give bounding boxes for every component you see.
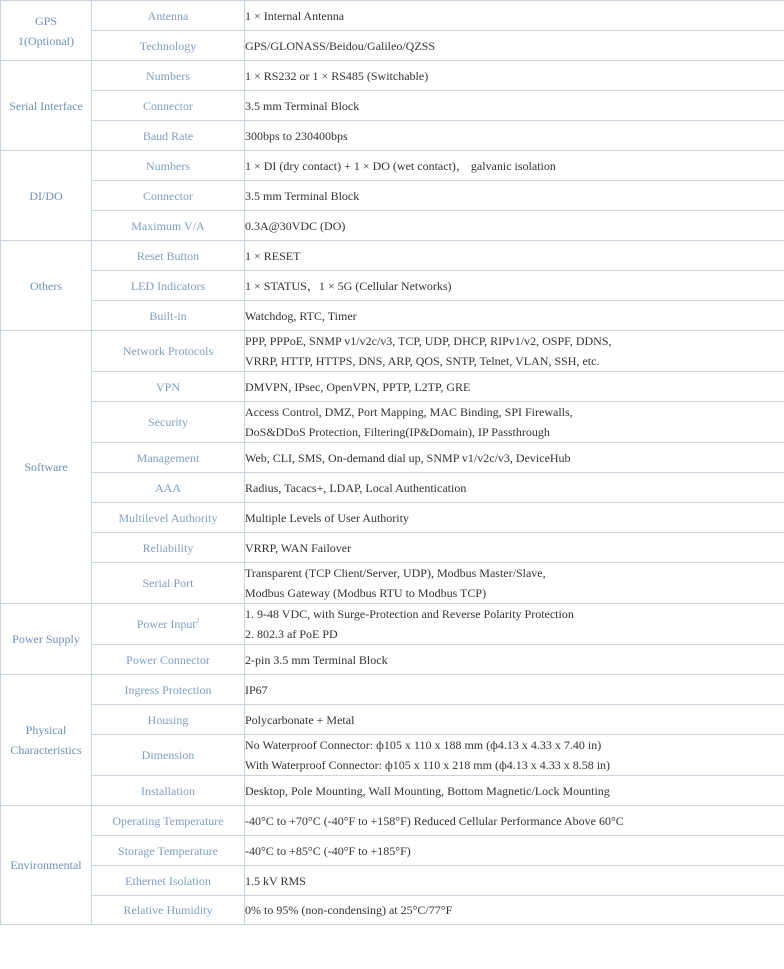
feature-label: Multilevel Authority (118, 510, 218, 525)
spec-row (1, 443, 784, 473)
value-cell (245, 151, 784, 181)
value-line: PPP, PPPoE, SNMP v1/v2c/v3, TCP, UDP, DHCP, RIPv1/v2, OSPF, DDNS, (245, 334, 612, 348)
spec-row (1, 121, 784, 151)
value-cell (245, 473, 784, 503)
value-cell (245, 896, 784, 925)
value-line: 3.5 mm Terminal Block (245, 98, 360, 113)
feature-cell (92, 563, 245, 604)
value-line: Watchdog, RTC, Timer (245, 308, 357, 323)
feature-cell (92, 705, 245, 735)
feature-cell (92, 473, 245, 503)
spec-row (1, 604, 784, 645)
feature-cell (92, 181, 245, 211)
value-line: Polycarbonate + Metal (245, 712, 355, 727)
feature-label: Connector (143, 188, 193, 203)
group-label (1, 61, 92, 151)
spec-row (1, 735, 784, 776)
value-cell (245, 31, 784, 61)
spec-row (1, 503, 784, 533)
group-label-line: 1(Optional) (18, 33, 74, 48)
feature-label: Reset Button (136, 248, 200, 263)
group-label-line: Serial Interface (9, 98, 83, 113)
value-cell (245, 563, 784, 604)
feature-cell (92, 806, 245, 836)
feature-cell (92, 735, 245, 776)
value-cell (245, 604, 784, 645)
group-label-line: Characteristics (10, 743, 82, 757)
spec-row (1, 331, 784, 372)
value-line: 1. 9-48 VDC, with Surge-Protection and Reverse Polarity Protection (245, 607, 574, 621)
feature-cell (92, 211, 245, 241)
feature-cell (92, 91, 245, 121)
value-cell (245, 241, 784, 271)
value-line: 0.3A@30VDC (DO) (245, 218, 346, 233)
spec-row (1, 91, 784, 121)
value-cell (245, 866, 784, 896)
spec-row (1, 241, 784, 271)
value-line: 1 × RS232 or 1 × RS485 (Switchable) (245, 68, 429, 83)
feature-cell (92, 503, 245, 533)
value-line: 1.5 kV RMS (245, 873, 306, 888)
value-line: Transparent (TCP Client/Server, UDP), Modbus Master/Slave, (245, 566, 546, 580)
feature-cell (92, 121, 245, 151)
group-label (1, 331, 92, 604)
spec-row (1, 181, 784, 211)
feature-cell (92, 151, 245, 181)
value-line: -40°C to +85°C (-40°F to +185°F) (245, 843, 411, 858)
feature-label: Installation (141, 783, 195, 798)
group-label-line: Others (30, 278, 62, 293)
value-line: GPS/GLONASS/Beidou/Galileo/QZSS (245, 38, 436, 53)
spec-row (1, 402, 784, 443)
group-label (1, 241, 92, 331)
value-cell (245, 776, 784, 806)
value-line: Access Control, DMZ, Port Mapping, MAC Binding, SPI Firewalls, (245, 405, 573, 419)
group-label (1, 675, 92, 806)
value-line: IP67 (245, 682, 268, 697)
feature-cell (92, 836, 245, 866)
feature-label: Ingress Protection (124, 682, 212, 697)
spec-row (1, 473, 784, 503)
spec-row (1, 806, 784, 836)
spec-row (1, 866, 784, 896)
value-line: DMVPN, IPsec, OpenVPN, PPTP, L2TP, GRE (245, 379, 471, 394)
feature-label: Antenna (147, 8, 189, 23)
feature-label: VPN (155, 379, 180, 394)
feature-label: Ethernet Isolation (125, 873, 211, 888)
feature-label: Power Connector (126, 652, 210, 667)
value-line: 1 × RESET (245, 248, 301, 263)
footnote-marker: 2 (195, 617, 200, 625)
feature-cell (92, 776, 245, 806)
value-cell (245, 61, 784, 91)
value-cell (245, 402, 784, 443)
feature-label: Security (148, 415, 188, 429)
value-line: 1 × STATUS，1 × 5G (Cellular Networks) (245, 278, 452, 293)
feature-cell (92, 301, 245, 331)
value-cell (245, 372, 784, 402)
feature-label: Numbers (146, 158, 190, 173)
feature-cell (92, 443, 245, 473)
value-cell (245, 121, 784, 151)
spec-row (1, 645, 784, 675)
feature-cell (92, 604, 245, 645)
feature-label: Operating Temperature (112, 813, 224, 828)
feature-cell (92, 271, 245, 301)
value-line: 300bps to 230400bps (245, 128, 348, 143)
value-line: Radius, Tacacs+, LDAP, Local Authentication (245, 480, 467, 495)
spec-row (1, 211, 784, 241)
group-label-line: Environmental (10, 858, 82, 872)
value-line: No Waterproof Connector: ф105 x 110 x 188 mm (ф4.13 x 4.33 x 7.40 in) (245, 738, 602, 752)
value-line: VRRP, WAN Failover (245, 540, 352, 555)
value-line: DoS&DDoS Protection, Filtering(IP&Domain), IP Passthrough (245, 425, 550, 439)
feature-label: Numbers (146, 68, 190, 83)
feature-label: Storage Temperature (118, 843, 218, 858)
spec-row (1, 836, 784, 866)
group-label (1, 806, 92, 925)
feature-label: Power Input (136, 617, 196, 631)
group-label (1, 151, 92, 241)
value-cell (245, 705, 784, 735)
feature-cell (92, 896, 245, 925)
feature-cell (92, 1, 245, 31)
value-cell (245, 211, 784, 241)
value-cell (245, 181, 784, 211)
feature-label: LED Indicators (130, 278, 206, 293)
value-line: Desktop, Pole Mounting, Wall Mounting, Bottom Magnetic/Lock Mounting (245, 783, 610, 798)
value-cell (245, 735, 784, 776)
value-line: Multiple Levels of User Authority (245, 510, 409, 525)
value-cell (245, 271, 784, 301)
value-line: 0% to 95% (non-condensing) at 25°C/77°F (245, 903, 453, 917)
feature-label: Management (136, 450, 200, 465)
group-label (1, 1, 92, 61)
feature-label: Technology (139, 38, 197, 53)
value-line: 2-pin 3.5 mm Terminal Block (245, 652, 388, 667)
group-label-line: DI/DO (29, 188, 63, 203)
feature-label: Reliability (142, 540, 194, 555)
group-label-line: Physical (25, 723, 67, 737)
group-label-line: Software (24, 460, 68, 474)
value-cell (245, 836, 784, 866)
feature-cell (92, 31, 245, 61)
value-line: Web, CLI, SMS, On-demand dial up, SNMP v1/v2c/v3, DeviceHub (245, 450, 571, 465)
value-cell (245, 645, 784, 675)
feature-cell (92, 372, 245, 402)
group-label (1, 604, 92, 675)
feature-label: Housing (147, 712, 189, 727)
value-line: -40°C to +70°C (-40°F to +158°F) Reduced Cellular Performance Above 60°C (245, 813, 624, 828)
value-cell (245, 806, 784, 836)
feature-label: Baud Rate (142, 128, 194, 143)
feature-label: Connector (143, 98, 193, 113)
feature-cell (92, 241, 245, 271)
spec-row (1, 563, 784, 604)
group-label-line: GPS (34, 13, 57, 28)
value-cell (245, 443, 784, 473)
value-line: VRRP, HTTP, HTTPS, DNS, ARP, QOS, SNTP, Telnet, VLAN, SSH, etc. (245, 354, 600, 368)
value-cell (245, 503, 784, 533)
feature-cell (92, 331, 245, 372)
feature-label: Built-in (149, 308, 187, 323)
spec-row (1, 271, 784, 301)
value-cell (245, 91, 784, 121)
value-line: 1 × DI (dry contact) + 1 × DO (wet contact)， galvanic isolation (245, 158, 556, 173)
spec-row (1, 301, 784, 331)
value-line: Modbus Gateway (Modbus RTU to Modbus TCP) (245, 586, 487, 600)
spec-row (1, 776, 784, 806)
feature-label: Dimension (141, 748, 195, 762)
feature-label: AAA (155, 480, 181, 495)
spec-row (1, 151, 784, 181)
feature-label: Maximum V/A (131, 218, 205, 233)
value-line: 2. 802.3 af PoE PD (245, 627, 338, 641)
feature-label: Relative Humidity (123, 903, 213, 917)
spec-row (1, 675, 784, 705)
feature-cell (92, 402, 245, 443)
value-cell (245, 675, 784, 705)
value-line: 1 × Internal Antenna (245, 8, 345, 23)
spec-row (1, 61, 784, 91)
value-line: 3.5 mm Terminal Block (245, 188, 360, 203)
value-cell (245, 1, 784, 31)
feature-cell (92, 866, 245, 896)
spec-row (1, 896, 784, 925)
feature-label: Serial Port (142, 576, 194, 590)
spec-row (1, 533, 784, 563)
feature-cell (92, 675, 245, 705)
spec-row (1, 705, 784, 735)
spec-table-body (1, 1, 784, 925)
feature-cell (92, 645, 245, 675)
feature-cell (92, 533, 245, 563)
value-cell (245, 533, 784, 563)
value-cell (245, 301, 784, 331)
spec-row (1, 31, 784, 61)
spec-row (1, 1, 784, 31)
feature-label: Network Protocols (122, 344, 214, 358)
group-label-line: Power Supply (12, 632, 80, 646)
spec-row (1, 372, 784, 402)
value-cell (245, 331, 784, 372)
feature-cell (92, 61, 245, 91)
value-line: With Waterproof Connector: ф105 x 110 x 218 mm (ф4.13 x 4.33 x 8.58 in) (245, 758, 611, 772)
